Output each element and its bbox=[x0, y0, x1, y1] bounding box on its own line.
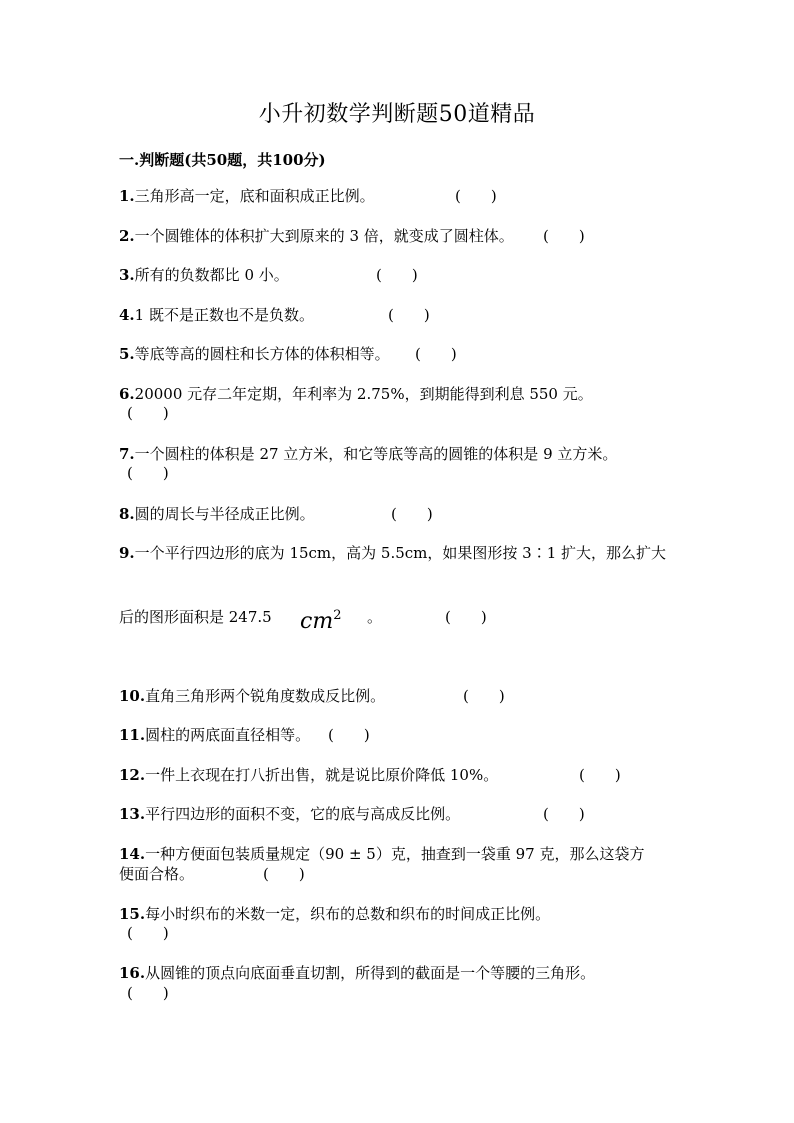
question-number: 7. bbox=[119, 445, 135, 463]
question-text: 每小时织布的米数一定，织布的总数和织布的时间成正比例。 bbox=[145, 905, 551, 923]
question-text: 一个圆锥体的体积扩大到原来的 3 倍，就变成了圆柱体。 bbox=[134, 227, 514, 245]
unit-formula bbox=[300, 608, 341, 634]
question-number: 6. bbox=[119, 385, 135, 403]
question-14-continued: 便面合格。 bbox=[119, 865, 195, 883]
question-13 bbox=[119, 804, 460, 825]
question-number: 11. bbox=[119, 726, 146, 744]
unit-text: cm bbox=[300, 609, 334, 634]
answer-blank-3[interactable]: ( ) bbox=[376, 266, 418, 284]
question-number: 2. bbox=[119, 227, 135, 245]
question-text: 从圆锥的顶点向底面垂直切割，所得到的截面是一个等腰的三角形。 bbox=[145, 964, 596, 982]
question-text: 一种方便面包装质量规定（90 ± 5）克，抽查到一袋重 97 克，那么这袋方 bbox=[145, 845, 645, 863]
question-text: 等底等高的圆柱和长方体的体积相等。 bbox=[134, 345, 390, 363]
question-16 bbox=[119, 963, 595, 984]
answer-blank-12[interactable]: ( ) bbox=[579, 766, 621, 784]
question-number: 1. bbox=[119, 187, 135, 205]
question-number: 13. bbox=[119, 805, 146, 823]
question-8 bbox=[119, 504, 315, 525]
question-number: 12. bbox=[119, 766, 146, 784]
question-9 bbox=[119, 543, 666, 564]
question-5 bbox=[119, 344, 390, 365]
question-text: 一个圆柱的体积是 27 立方米，和它等底等高的圆锥的体积是 9 立方米。 bbox=[134, 445, 618, 463]
question-3 bbox=[119, 265, 289, 286]
answer-blank-10[interactable]: ( ) bbox=[463, 687, 505, 705]
question-text: 所有的负数都比 0 小。 bbox=[134, 266, 289, 284]
question-number: 3. bbox=[119, 266, 135, 284]
answer-blank-2[interactable]: ( ) bbox=[543, 227, 585, 245]
question-number: 8. bbox=[119, 505, 135, 523]
question-number: 14. bbox=[119, 845, 146, 863]
question-7 bbox=[119, 444, 617, 465]
question-number: 5. bbox=[119, 345, 135, 363]
question-number: 10. bbox=[119, 687, 146, 705]
question-6 bbox=[119, 384, 593, 405]
question-text: 直角三角形两个锐角度数成反比例。 bbox=[145, 687, 386, 705]
question-1 bbox=[119, 186, 375, 207]
answer-blank-14[interactable]: ( ) bbox=[263, 865, 305, 883]
question-number: 9. bbox=[119, 544, 135, 562]
answer-blank-5[interactable]: ( ) bbox=[415, 345, 457, 363]
question-2 bbox=[119, 226, 514, 247]
answer-blank-11[interactable]: ( ) bbox=[328, 726, 370, 744]
answer-blank-13[interactable]: ( ) bbox=[543, 805, 585, 823]
question-12 bbox=[119, 765, 498, 786]
answer-blank-6[interactable]: ( ) bbox=[127, 404, 169, 422]
question-text: 一件上衣现在打八折出售，就是说比原价降低 10%。 bbox=[145, 766, 499, 784]
question-9-tail: 。 bbox=[367, 608, 383, 626]
answer-blank-8[interactable]: ( ) bbox=[391, 505, 433, 523]
answer-blank-7[interactable]: ( ) bbox=[127, 464, 169, 482]
answer-blank-9[interactable]: ( ) bbox=[445, 608, 487, 626]
question-text: 圆柱的两底面直径相等。 bbox=[145, 726, 311, 744]
question-10 bbox=[119, 686, 385, 707]
answer-blank-16[interactable]: ( ) bbox=[127, 984, 169, 1002]
question-number: 15. bbox=[119, 905, 146, 923]
question-9-continued: 后的图形面积是 247.5 bbox=[119, 608, 272, 626]
question-11 bbox=[119, 725, 310, 746]
answer-blank-15[interactable]: ( ) bbox=[127, 924, 169, 942]
page-title: 小升初数学判断题50道精品 bbox=[258, 102, 536, 127]
question-number: 16. bbox=[119, 964, 146, 982]
question-4 bbox=[119, 305, 314, 326]
question-text: 1 既不是正数也不是负数。 bbox=[134, 306, 314, 324]
section-heading: 一.判断题(共50题，共100分) bbox=[119, 151, 326, 169]
question-text: 三角形高一定，底和面积成正比例。 bbox=[134, 187, 375, 205]
question-15 bbox=[119, 904, 550, 925]
question-text: 20000 元存二年定期，年利率为 2.75%，到期能得到利息 550 元。 bbox=[134, 385, 593, 403]
question-number: 4. bbox=[119, 306, 135, 324]
question-text: 圆的周长与半径成正比例。 bbox=[134, 505, 315, 523]
question-text: 一个平行四边形的底为 15cm，高为 5.5cm，如果图形按 3∶1 扩大，那么扩大 bbox=[134, 544, 667, 562]
unit-exponent: 2 bbox=[333, 608, 342, 623]
answer-blank-1[interactable]: ( ) bbox=[455, 187, 497, 205]
question-14 bbox=[119, 844, 644, 865]
question-text: 平行四边形的面积不变，它的底与高成反比例。 bbox=[145, 805, 461, 823]
answer-blank-4[interactable]: ( ) bbox=[388, 306, 430, 324]
